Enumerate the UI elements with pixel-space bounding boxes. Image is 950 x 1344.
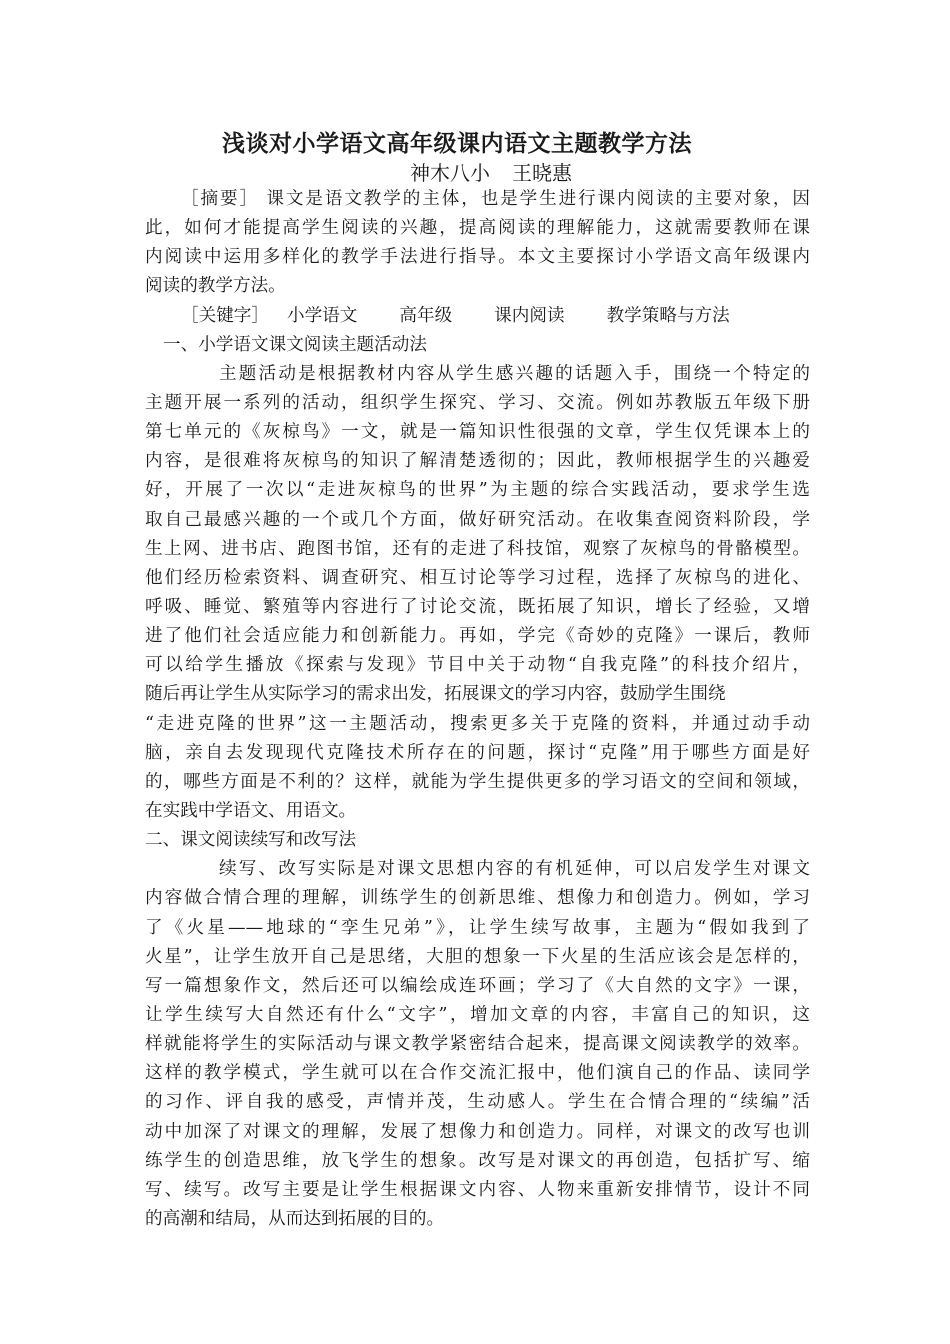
document-title-text: 浅谈对小学语文高年级课内语文主题教学方法 — [222, 130, 692, 157]
paragraph-line: 呼吸、睡觉、繁殖等内容进行了讨论交流，既拓展了知识，增长了经验，又增 — [145, 596, 810, 617]
paragraph-line: 主题开展一系列的活动，组织学生探究、学习、交流。例如苏教版五年级下册 — [145, 392, 810, 413]
document-title — [0, 125, 950, 158]
paragraph-line: 第七单元的《灰椋鸟》一文，就是一篇知识性很强的文章，学生仅凭课本上的 — [145, 422, 810, 443]
paragraph-line: 了《火星——地球的“孪生兄弟”》，让学生续写故事，主题为“假如我到了 — [145, 917, 810, 938]
paragraph-line: 让学生续写大自然还有什么“文字”，增加文章的内容，丰富自己的知识，这 — [145, 1004, 810, 1025]
keyword: 课内阅读 — [494, 305, 565, 326]
section-2-body — [145, 855, 810, 1234]
paragraph-line: 的，哪些方面是不利的？这样，就能为学生提供更多的学习语文的空间和领域， — [145, 771, 810, 792]
section-1-body — [145, 360, 810, 826]
paragraph-line: 写、续写。改写主要是让学生根据课文内容、人物来重新安排情节，设计不同 — [145, 1179, 810, 1200]
section-heading: 二、课文阅读续写和改写法 — [145, 830, 357, 851]
paragraph-line: 进了他们社会适应能力和创新能力。再如，学完《奇妙的克隆》一课后，教师 — [145, 626, 810, 647]
author-line — [0, 157, 950, 186]
keyword: 小学语文 — [286, 305, 358, 326]
paragraph-line: 脑，亲自去发现现代克隆技术所存在的问题，探讨“克隆”用于哪些方面是好 — [145, 742, 810, 763]
paragraph-line: 生上网、进书店、跑图书馆，还有的走进了科技馆，观察了灰椋鸟的骨骼模型。 — [145, 538, 810, 559]
abstract-line: ［摘要］ 课文是语文教学的主体，也是学生进行课内阅读的主要对象，因 — [181, 189, 810, 209]
paragraph-line: 续写、改写实际是对课文思想内容的有机延伸，可以启发学生对课文 — [219, 859, 810, 880]
author-school: 神木八小 — [410, 161, 490, 185]
paragraph-line: 样就能将学生的实际活动与课文教学紧密结合起来，提高课文阅读教学的效率。 — [145, 1034, 810, 1055]
paragraph-line: 内容做合情合理的理解，训练学生的创新思维、想像力和创造力。例如，学习 — [145, 888, 810, 909]
section-heading: 一、小学语文课文阅读主题活动法 — [163, 334, 427, 355]
keyword: 高年级 — [399, 305, 453, 326]
keywords-line — [145, 302, 810, 331]
paragraph-line: 随后再让学生从实际学习的需求出发，拓展课文的学习内容，鼓励学生围绕 — [145, 684, 726, 705]
paragraph-line: 练学生的创造思维，放飞学生的想象。改写是对课文的再创造，包括扩写、缩 — [145, 1150, 810, 1171]
abstract-line: 内阅读中运用多样化的教学手法进行指导。本文主要探讨小学语文高年级课内 — [145, 247, 810, 268]
author-name: 王晓惠 — [512, 161, 572, 185]
paragraph-line: 内容，是很难将灰椋鸟的知识了解清楚透彻的；因此，教师根据学生的兴趣爱 — [145, 451, 810, 472]
keyword: 教学策略与方法 — [606, 305, 730, 326]
document-body — [145, 185, 810, 1234]
paragraph-line: “走进克隆的世界”这一主题活动，搜索更多关于克隆的资料，并通过动手动 — [145, 713, 810, 734]
paragraph-line: 可以给学生播放《探索与发现》节目中关于动物“自我克隆”的科技介绍片， — [145, 655, 810, 676]
paragraph-line: 动中加深了对课文的理解，发展了想像力和创造力。同样，对课文的改写也训 — [145, 1121, 810, 1142]
abstract — [145, 185, 810, 302]
paragraph-line: 在实践中学语文、用语文。 — [145, 800, 357, 821]
paragraph-line: 写一篇想象作文，然后还可以编绘成连环画；学习了《大自然的文字》一课， — [145, 975, 810, 996]
paragraph-line: 这样的教学模式，学生就可以在合作交流汇报中，他们演自己的作品、读同学 — [145, 1063, 810, 1084]
paragraph-line: 取自己最感兴趣的一个或几个方面，做好研究活动。在收集查阅资料阶段，学 — [145, 509, 810, 530]
paragraph-line: 火星”，让学生放开自己是思绪，大胆的想象一下火星的生活应该会是怎样的， — [145, 946, 810, 967]
abstract-line: 阅读的教学方法。 — [145, 276, 286, 297]
keywords-label: ［关键字］ — [181, 305, 269, 326]
paragraph-line: 的高潮和结局，从而达到拓展的目的。 — [145, 1208, 445, 1229]
paragraph-line: 的习作、评自我的感受，声情并茂，生动感人。学生在合情合理的“续编”活 — [145, 1092, 810, 1113]
abstract-line: 此，如何才能提高学生阅读的兴趣，提高阅读的理解能力，这就需要教师在课 — [145, 218, 810, 239]
paragraph-line: 主题活动是根据教材内容从学生感兴趣的话题入手，围绕一个特定的 — [219, 363, 810, 384]
paragraph-line: 好，开展了一次以“走进灰椋鸟的世界”为主题的综合实践活动，要求学生选 — [145, 480, 810, 501]
paragraph-line: 他们经历检索资料、调查研究、相互讨论等学习过程，选择了灰椋鸟的进化、 — [145, 567, 810, 588]
